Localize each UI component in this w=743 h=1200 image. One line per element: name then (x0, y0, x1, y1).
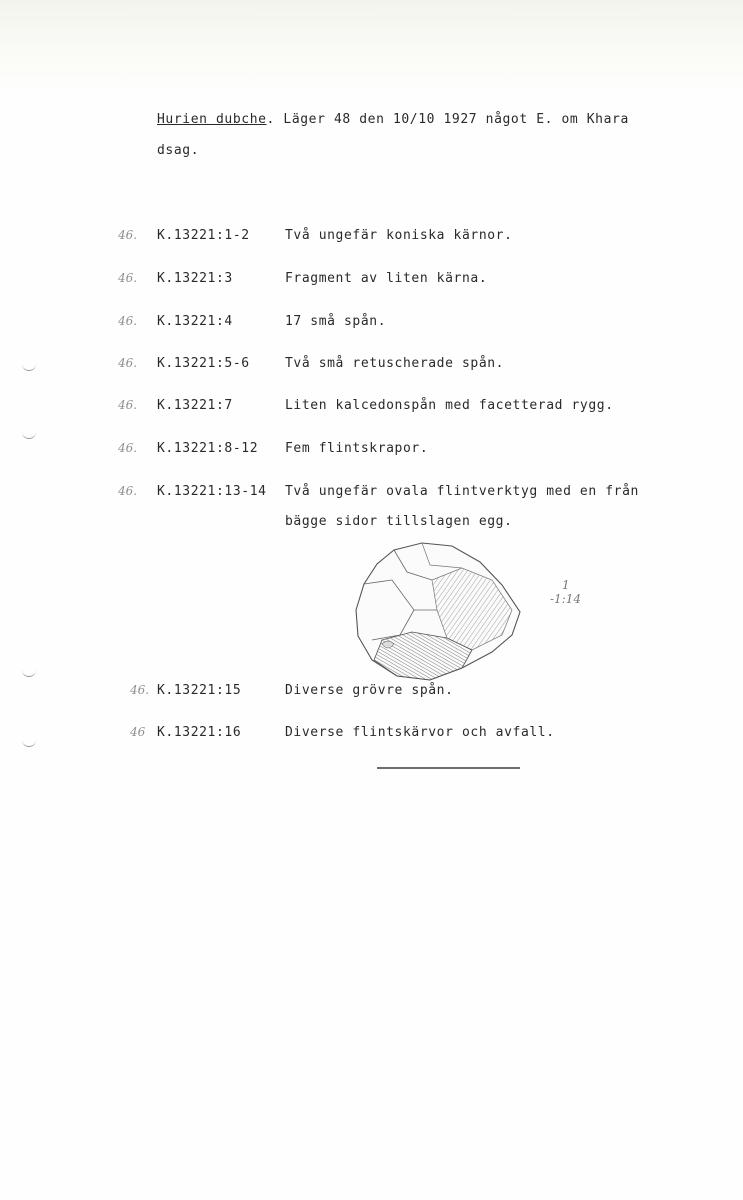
handwritten-mark: 46. (118, 271, 138, 285)
catalog-description: Liten kalcedonspån med facetterad rygg. (285, 398, 614, 413)
paper-top-edge (0, 0, 743, 95)
catalog-number: K.13221:5-6 (157, 356, 250, 371)
handwritten-mark: 46. (130, 683, 150, 697)
heading-text: . Läger 48 den 10/10 1927 något E. om Khara (266, 112, 629, 127)
catalog-number: K.13221:15 (157, 683, 242, 698)
flint-tool-sketch (352, 540, 522, 685)
catalog-description: Fragment av liten kärna. (285, 271, 488, 286)
handwritten-mark: 46 (130, 725, 146, 739)
handwritten-mark: 46. (118, 398, 138, 412)
handwritten-mark: 46. (118, 228, 138, 242)
catalog-number: K.13221:1-2 (157, 228, 250, 243)
catalog-entry (0, 725, 743, 747)
handwritten-mark: 46. (118, 356, 138, 370)
page-heading-continuation: dsag. (157, 143, 200, 158)
catalog-entry (0, 271, 743, 293)
catalog-entry (0, 398, 743, 420)
page-heading (157, 112, 629, 127)
catalog-number: K.13221:8-12 (157, 441, 259, 456)
catalog-entry (0, 314, 743, 336)
binder-hole-mark (22, 430, 36, 439)
scale-note-line: -1:14 (550, 592, 582, 606)
catalog-entry (0, 441, 743, 463)
handwritten-mark: 46. (118, 441, 138, 455)
catalog-number: K.13221:13-14 (157, 484, 267, 499)
handwritten-mark: 46. (118, 314, 138, 328)
site-name: Hurien dubche (157, 112, 267, 127)
catalog-entry (0, 356, 743, 378)
catalog-description: Två ungefär koniska kärnor. (285, 228, 513, 243)
handwritten-mark: 46. (118, 484, 138, 498)
catalog-description: 17 små spån. (285, 314, 387, 329)
catalog-description: Diverse grövre spån. (285, 683, 454, 698)
catalog-number: K.13221:7 (157, 398, 233, 413)
catalog-number: K.13221:4 (157, 314, 233, 329)
catalog-description: Två ungefär ovala flintverktyg med en från (285, 484, 639, 499)
binder-hole-mark (22, 668, 36, 677)
catalog-number: K.13221:16 (157, 725, 242, 740)
catalog-entry (0, 228, 743, 250)
scale-note-line: 1 (562, 578, 570, 592)
catalog-description: Fem flintskrapor. (285, 441, 429, 456)
catalog-number: K.13221:3 (157, 271, 233, 286)
catalog-entry (0, 484, 743, 536)
catalog-entry (0, 683, 743, 705)
catalog-description: Diverse flintskärvor och avfall. (285, 725, 555, 740)
catalog-description: Två små retuscherade spån. (285, 356, 505, 371)
sketch-scale-note (550, 578, 581, 606)
end-rule (377, 767, 520, 769)
catalog-description-continuation: bägge sidor tillslagen egg. (285, 514, 513, 529)
